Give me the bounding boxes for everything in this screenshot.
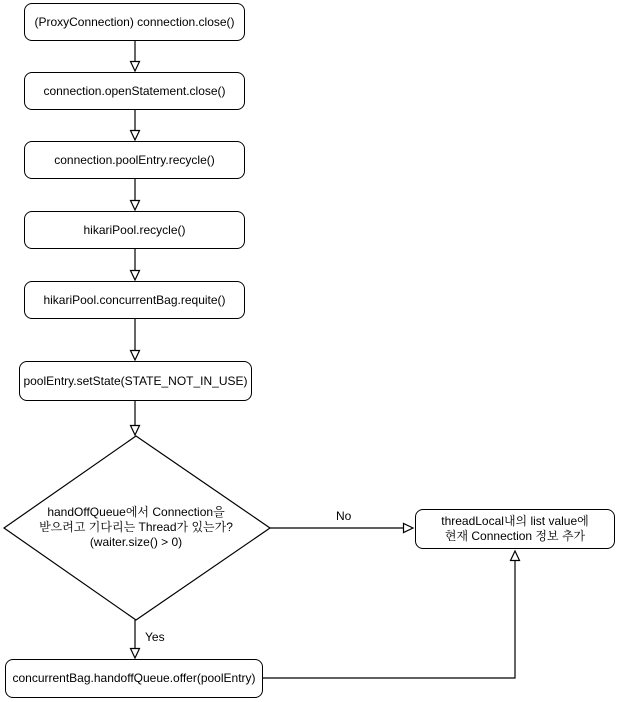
decision-diamond-label xyxy=(16,503,256,551)
node-label: connection.openStatement.close() xyxy=(43,83,226,98)
arrow-decision-no xyxy=(270,524,413,533)
arrow-decision-yes xyxy=(131,620,140,658)
decision-line-1: handOffQueue에서 Connection을 xyxy=(47,504,225,519)
node-label: poolEntry.setState(STATE_NOT_IN_USE) xyxy=(23,373,248,388)
node-label: hikariPool.recycle() xyxy=(83,222,186,237)
node-label-line-2: 현재 Connection 정보 추가 xyxy=(444,529,586,543)
node-pool-entry-recycle xyxy=(24,141,245,179)
edge-label-yes: Yes xyxy=(145,630,165,644)
node-proxy-connection-close xyxy=(24,3,245,41)
arrow-hikaripool-to-requite xyxy=(131,249,140,280)
node-label-line-1: threadLocal내의 list value에 xyxy=(441,514,589,528)
node-open-statement-close xyxy=(24,72,245,110)
decision-line-2: 받으려고 기다리는 Thread가 있는가? xyxy=(39,519,233,534)
node-thread-local-add xyxy=(415,509,615,549)
node-label: hikariPool.concurrentBag.requite() xyxy=(43,292,226,307)
arrow-proxy-to-openstatement xyxy=(131,41,140,71)
node-label: connection.poolEntry.recycle() xyxy=(54,152,215,167)
node-concurrent-bag-requite xyxy=(24,281,245,319)
node-label: concurrentBag.handoffQueue.offer(poolEntry) xyxy=(12,671,256,685)
arrow-setstate-to-decision xyxy=(131,401,140,435)
node-label: (ProxyConnection) connection.close() xyxy=(34,14,235,29)
arrow-openstatement-to-poolentry xyxy=(131,110,140,140)
decision-line-3: (waiter.size() > 0) xyxy=(89,534,183,549)
node-set-state xyxy=(19,361,252,401)
arrow-requite-to-setstate xyxy=(131,319,140,360)
arrow-offer-to-threadlocal xyxy=(263,551,520,678)
arrow-poolentry-to-hikaripool xyxy=(131,179,140,210)
node-handoff-queue-offer xyxy=(5,659,263,698)
edge-label-no: No xyxy=(336,509,352,523)
node-hikari-pool-recycle xyxy=(24,211,245,249)
